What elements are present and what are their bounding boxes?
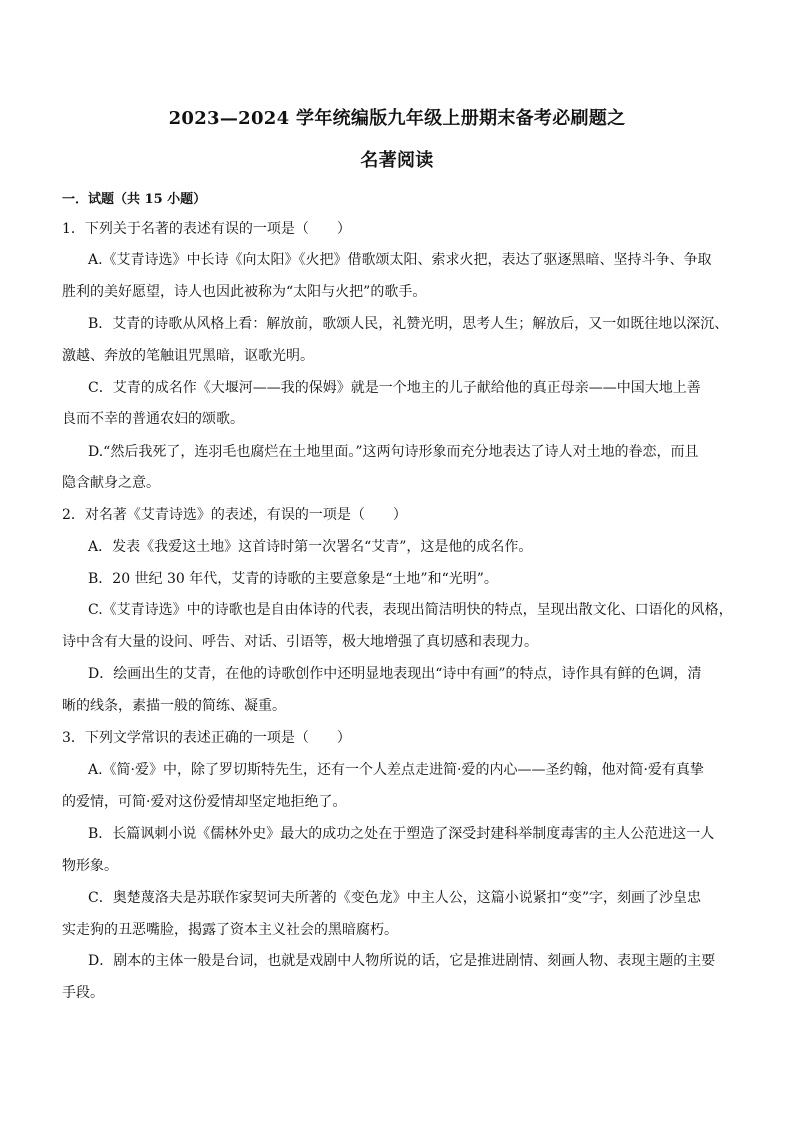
question-1-option-a: A.《艾青诗选》中长诗《向太阳》《火把》借歌颂太阳、索求火把，表达了驱逐黑暗、坚持斗争、争取: [88, 252, 712, 268]
question-3-option-c-cont: 实走狗的丑恶嘴脸，揭露了资本主义社会的黑暗腐朽。: [62, 922, 398, 938]
question-3-option-b: B．长篇讽刺小说《儒林外史》最大的成功之处在于塑造了深受封建科举制度毒害的主人公范进这一人: [88, 826, 715, 842]
question-1-option-b-cont: 激越、奔放的笔触诅咒黑暗，讴歌光明。: [62, 348, 314, 364]
question-1-option-c-cont: 良而不幸的普通农妇的颂歌。: [62, 411, 244, 427]
question-2-option-d-cont: 晰的线条，素描一般的简练、凝重。: [62, 698, 286, 714]
question-2-option-d: D．绘画出生的艾青，在他的诗歌创作中还明显地表现出“诗中有画”的特点，诗作具有鲜的色调，清: [88, 666, 702, 682]
question-2-option-c-cont: 诗中含有大量的设问、呼告、对话、引语等，极大地增强了真切感和表现力。: [62, 634, 538, 650]
question-2-option-c: C.《艾青诗选》中的诗歌也是自由体诗的代表，表现出简洁明快的特点，呈现出散文化、口语化的风格，: [88, 602, 733, 618]
question-3-option-b-cont: 物形象。: [62, 858, 118, 874]
question-3-option-d: D．剧本的主体一般是台词，也就是戏剧中人物所说的话，它是推进剧情、刻画人物、表现主题的主要: [88, 953, 716, 969]
question-2-option-a: A．发表《我爱这土地》这首诗时第一次署名“艾青”，这是他的成名作。: [88, 539, 533, 555]
section-heading: 一．试题（共 15 小题）: [62, 192, 207, 207]
question-2-option-b: B．20 世纪 30 年代，艾青的诗歌的主要意象是“土地”和“光明”。: [88, 571, 498, 587]
question-3-option-c: C．奥楚蔑洛夫是苏联作家契诃夫所著的《变色龙》中主人公，这篇小说紧扣“变”字，刻画了沙皇忠: [88, 890, 702, 906]
document-title-line2: 名著阅读: [360, 150, 434, 171]
question-3-option-a-cont: 的爱情，可简·爱对这份爱情却坚定地拒绝了。: [62, 794, 347, 810]
question-1-stem: 1．下列关于名著的表述有误的一项是（ ）: [62, 221, 351, 237]
question-3-stem: 3．下列文学常识的表述正确的一项是（ ）: [62, 730, 351, 746]
question-2-stem: 2．对名著《艾青诗选》的表述，有误的一项是（ ）: [62, 507, 407, 523]
question-3-option-a: A.《简·爱》中，除了罗切斯特先生，还有一个人差点走进简·爱的内心——圣约翰，他对简·爱有真挚: [88, 762, 704, 778]
question-1-option-a-cont: 胜利的美好愿望，诗人也因此被称为“太阳与火把”的歌手。: [62, 284, 427, 300]
question-1-option-d: D.“然后我死了，连羽毛也腐烂在土地里面。”这两句诗形象而充分地表达了诗人对土地的眷恋，而且: [88, 444, 699, 460]
question-1-option-c: C．艾青的成名作《大堰河——我的保姆》就是一个地主的儿子献给他的真正母亲——中国大地上善: [88, 380, 701, 396]
question-1-option-d-cont: 隐含献身之意。: [62, 475, 160, 491]
document-title-line1: 2023—2024 学年统编版九年级上册期末备考必刷题之: [168, 108, 626, 129]
question-1-option-b: B．艾青的诗歌从风格上看：解放前，歌颂人民，礼赞光明，思考人生；解放后，又一如既往地以深沉、: [88, 316, 729, 332]
question-3-option-d-cont: 手段。: [62, 985, 104, 1001]
